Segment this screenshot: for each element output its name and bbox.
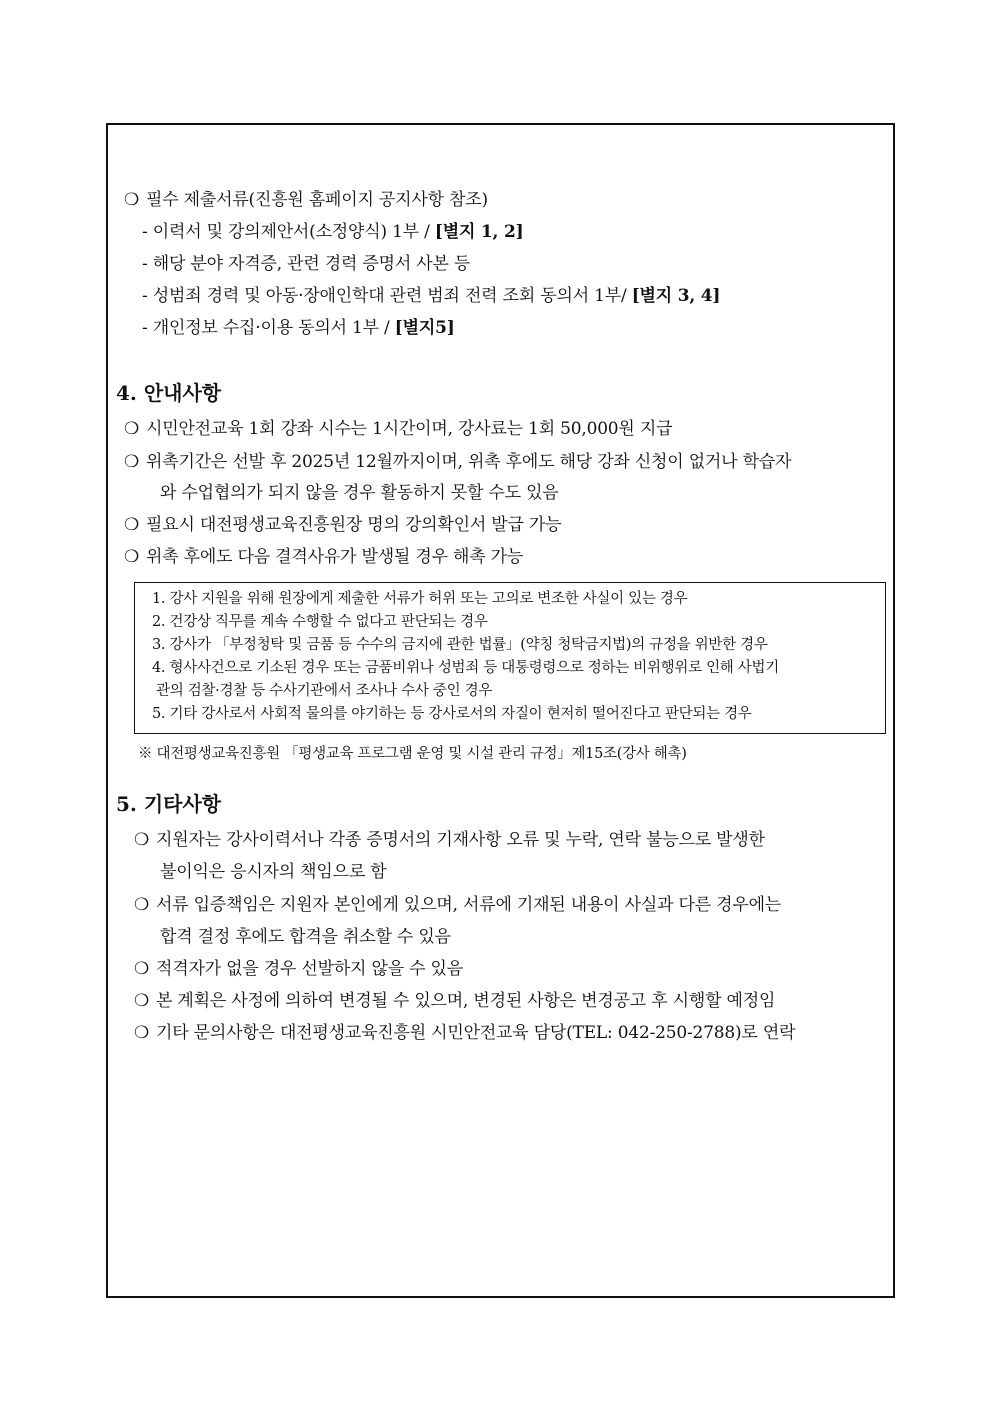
misc-bullet: ❍ 적격자가 없을 경우 선발하지 않을 수 있음: [134, 959, 463, 979]
misc-bullet-continuation: 불이익은 응시자의 책임으로 함: [160, 862, 387, 882]
info-bullet: ❍ 필요시 대전평생교육진흥원장 명의 강의확인서 발급 가능: [124, 515, 562, 535]
info-bullet: ❍ 위촉기간은 선발 후 2025년 12월까지이며, 위촉 후에도 해당 강좌 신청이 없거나 학습자: [124, 452, 792, 472]
section-5-heading: 5. 기타사항: [116, 792, 222, 816]
info-bullet: ❍ 시민안전교육 1회 강좌 시수는 1시간이며, 강사료는 1회 50,000원 지급: [124, 419, 673, 439]
box-line: 관의 검찰·경찰 등 수사기관에서 조사나 수사 중인 경우: [156, 683, 493, 699]
circle-bullet-icon: ❍: [134, 895, 150, 915]
regulation-note: ※ 대전평생교육진흥원 「평생교육 프로그램 운영 및 시설 관리 규정」제15조(강사 해촉): [138, 746, 687, 762]
circle-bullet-icon: ❍: [124, 419, 140, 439]
misc-bullet: ❍ 서류 입증책임은 지원자 본인에게 있으며, 서류에 기재된 내용이 사실과 다른 경우에는: [134, 895, 782, 915]
box-line: 2. 건강상 직무를 계속 수행할 수 없다고 판단되는 경우: [152, 614, 488, 630]
info-bullet-continuation: 와 수업협의가 되지 않을 경우 활동하지 못할 수도 있음: [160, 483, 559, 503]
misc-bullet: ❍ 지원자는 강사이력서나 각종 증명서의 기재사항 오류 및 누락, 연락 불능으로 발생한: [134, 830, 765, 850]
misc-bullet-continuation: 합격 결정 후에도 합격을 취소할 수 있음: [160, 927, 451, 947]
doc-item: - 개인정보 수집·이용 동의서 1부 / [별지5]: [142, 318, 455, 338]
circle-bullet-icon: ❍: [124, 547, 140, 567]
box-line: 3. 강사가 「부정청탁 및 금품 등 수수의 금지에 관한 법률」(약칭 청탁금지법)의 규정을 위반한 경우: [152, 637, 768, 653]
misc-bullet: ❍ 본 계획은 사정에 의하여 변경될 수 있으며, 변경된 사항은 변경공고 후 시행할 예정임: [134, 991, 776, 1011]
doc-item: - 해당 분야 자격증, 관련 경력 증명서 사본 등: [142, 254, 471, 274]
box-line: 4. 형사사건으로 기소된 경우 또는 금품비위나 성범죄 등 대통령령으로 정하는 비위행위로 인해 사법기: [152, 660, 779, 676]
circle-bullet-icon: ❍: [124, 515, 140, 535]
box-line: 1. 강사 지원을 위해 원장에게 제출한 서류가 허위 또는 고의로 변조한 사실이 있는 경우: [152, 591, 688, 607]
required-docs-title: ❍ 필수 제출서류(진흥원 홈페이지 공지사항 참조): [124, 190, 488, 210]
doc-item: - 이력서 및 강의제안서(소정양식) 1부 / [별지 1, 2]: [142, 222, 524, 242]
doc-item: - 성범죄 경력 및 아동·장애인학대 관련 범죄 전력 조회 동의서 1부/ [별지 3, 4]: [142, 286, 721, 306]
misc-bullet: ❍ 기타 문의사항은 대전평생교육진흥원 시민안전교육 담당(TEL: 042-250-2788)로 연락: [134, 1023, 796, 1043]
circle-bullet-icon: ❍: [134, 991, 150, 1011]
section-4-heading: 4. 안내사항: [116, 381, 222, 405]
circle-bullet-icon: ❍: [134, 959, 150, 979]
box-line: 5. 기타 강사로서 사회적 물의를 야기하는 등 강사로서의 자질이 현저히 떨어진다고 판단되는 경우: [152, 706, 752, 722]
circle-bullet-icon: ❍: [134, 1023, 150, 1043]
circle-bullet-icon: ❍: [134, 830, 150, 850]
circle-bullet-icon: ❍: [124, 452, 140, 472]
info-bullet: ❍ 위촉 후에도 다음 결격사유가 발생될 경우 해촉 가능: [124, 547, 524, 567]
circle-bullet-icon: ❍: [124, 190, 140, 210]
